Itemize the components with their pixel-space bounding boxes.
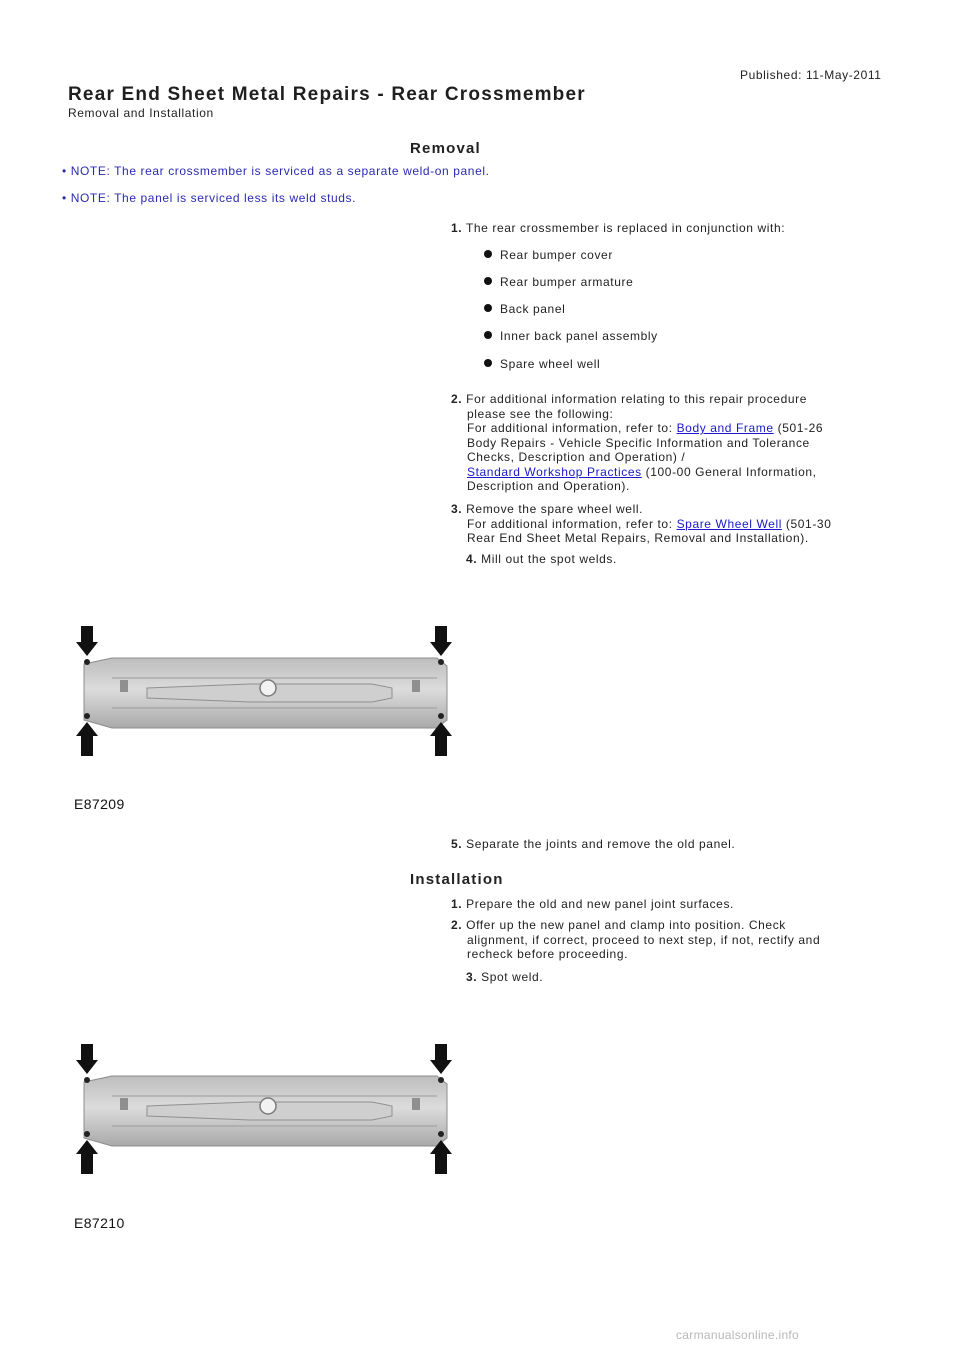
link-body-and-frame[interactable]: Body and Frame	[676, 421, 774, 435]
arrow-down-icon	[430, 1044, 452, 1074]
arrow-up-icon	[76, 722, 98, 756]
removal-heading: Removal	[410, 140, 481, 157]
watermark: carmanualsonline.info	[676, 1328, 800, 1342]
bullet-icon	[484, 304, 492, 312]
installation-step-2: 2. Offer up the new panel and clamp into position. Check alignment, if correct, proceed to next step, if not, rectify and recheck before proceeding.	[451, 918, 821, 961]
note-separate-panel: • NOTE: The rear crossmember is serviced as a separate weld-on panel.	[62, 164, 490, 178]
published-date: Published: 11-May-2011	[740, 68, 882, 82]
bullet-icon	[484, 331, 492, 339]
figure-label: E87210	[74, 1215, 125, 1231]
list-item: Spare wheel well	[484, 357, 600, 371]
list-item: Back panel	[484, 302, 565, 316]
removal-step-4: 4. Mill out the spot welds.	[466, 552, 617, 566]
link-spare-wheel-well[interactable]: Spare Wheel Well	[676, 516, 782, 531]
page-subtitle: Removal and Installation	[68, 106, 214, 120]
crossmember-illustration	[72, 622, 462, 762]
bullet-icon	[484, 359, 492, 367]
removal-step-2: 2. For additional information relating to this repair procedure please see the following: For additional information, refer to: Body and Frame (501-26 Body Repairs - Vehicle Specific Information and Tolerance Checks, Description and Operation) / Standard Workshop Practices (100-00 General Information, Description and Operation).	[451, 392, 824, 493]
arrow-up-icon	[76, 1140, 98, 1174]
arrow-down-icon	[76, 1044, 98, 1074]
link-standard-workshop-practices[interactable]: Standard Workshop Practices	[467, 464, 642, 479]
bullet-icon	[484, 250, 492, 258]
crossmember-figure-2	[72, 1040, 462, 1180]
bullet-icon	[484, 277, 492, 285]
list-item: Inner back panel assembly	[484, 329, 658, 343]
removal-step-3: 3. Remove the spare wheel well. For additional information, refer to: Spare Wheel Well (501-30 Rear End Sheet Metal Repairs, Removal and Installation).	[451, 502, 832, 545]
installation-step-1: 1. Prepare the old and new panel joint surfaces.	[451, 897, 734, 911]
list-item: Rear bumper armature	[484, 275, 633, 289]
crossmember-illustration	[72, 1040, 462, 1180]
installation-step-3: 3. Spot weld.	[466, 970, 544, 984]
step-text: The rear crossmember is replaced in conjunction with:	[465, 221, 786, 235]
list-item: Rear bumper cover	[484, 248, 613, 262]
arrow-down-icon	[430, 626, 452, 656]
note-weld-studs: • NOTE: The panel is serviced less its weld studs.	[62, 191, 357, 205]
installation-heading: Installation	[410, 871, 504, 888]
crossmember-figure-1	[72, 622, 462, 762]
page-title: Rear End Sheet Metal Repairs - Rear Crossmember	[68, 84, 586, 105]
figure-label: E87209	[74, 796, 125, 812]
step-number: 1.	[451, 221, 463, 235]
removal-step-5: 5. Separate the joints and remove the old panel.	[451, 837, 736, 851]
removal-step-1	[451, 221, 911, 236]
arrow-down-icon	[76, 626, 98, 656]
